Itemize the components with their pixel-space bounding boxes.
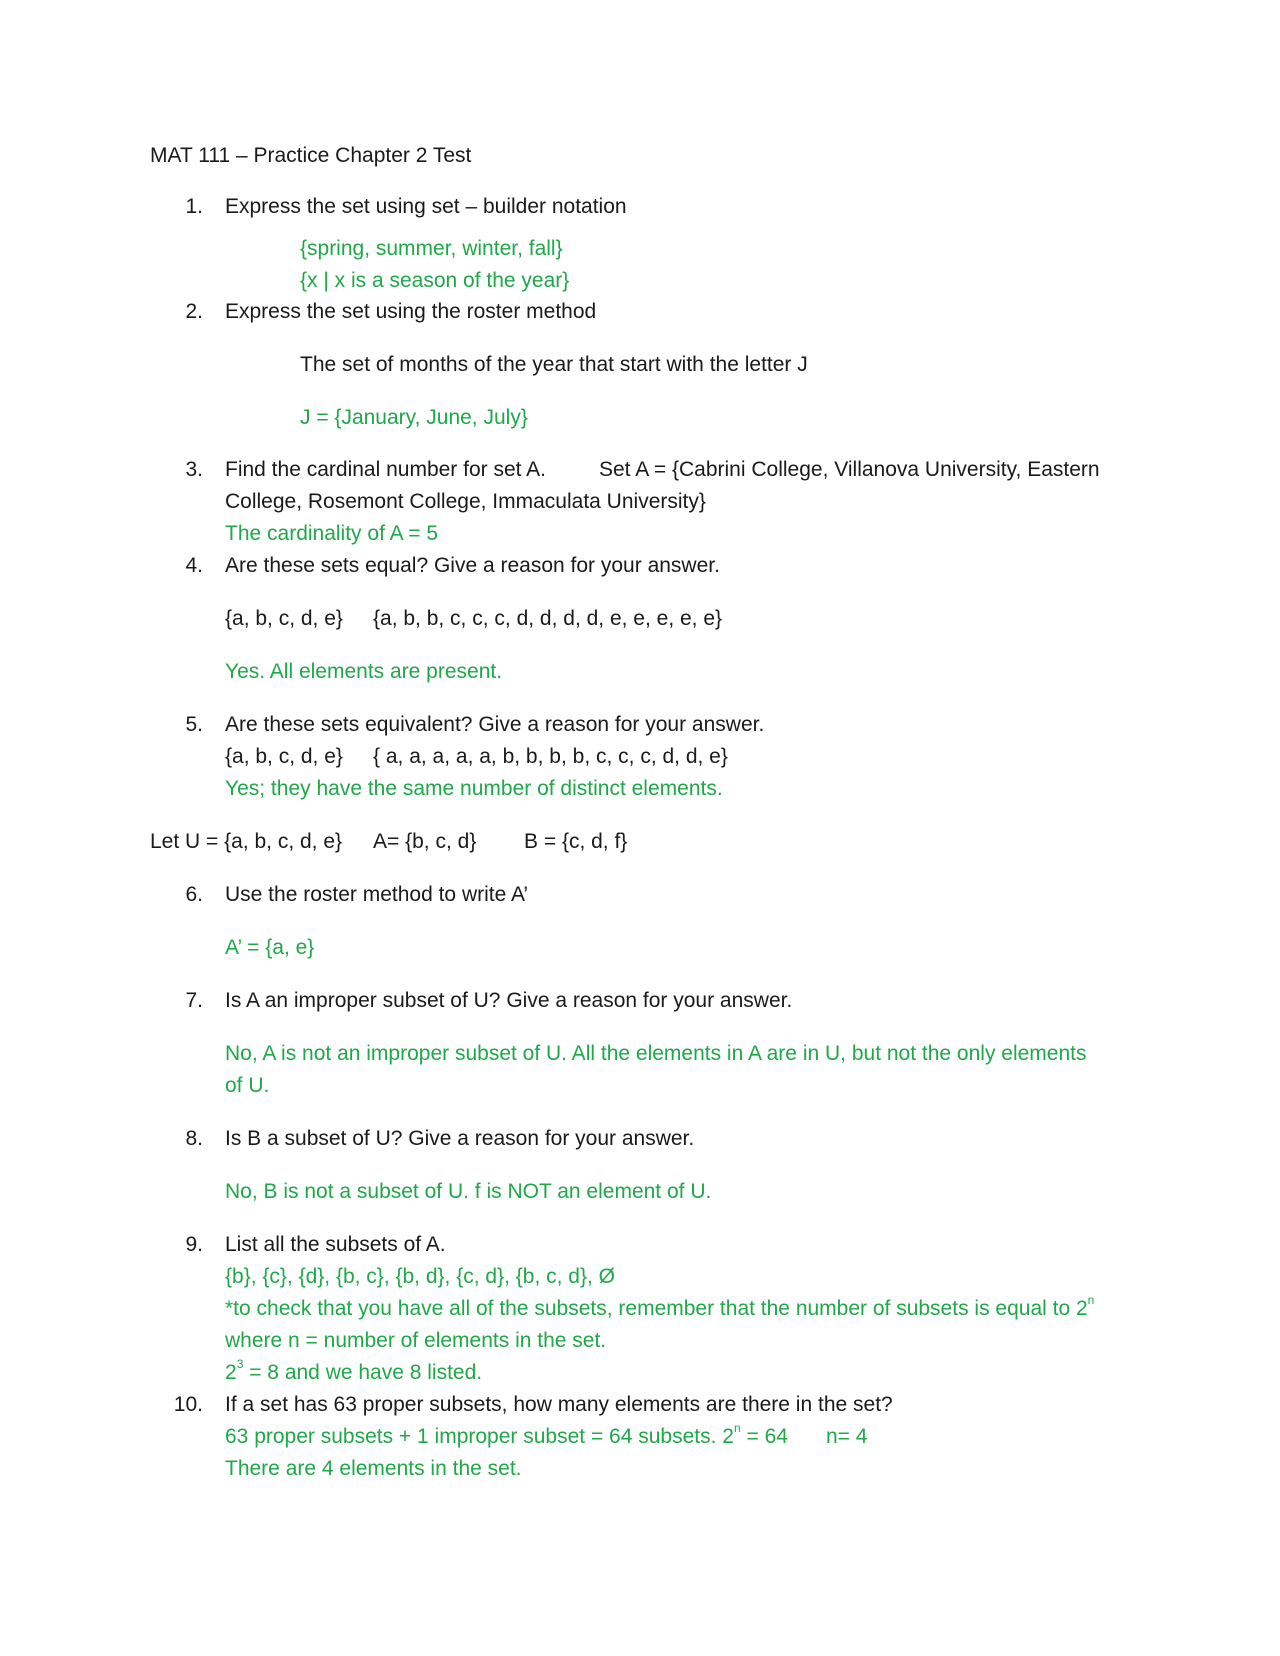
q3-set-line-2: College, Rosemont College, Immaculata University} — [225, 490, 706, 513]
q10-answer-n: n= 4 — [826, 1425, 868, 1448]
question-number: 5. — [185, 713, 203, 736]
set-b-definition: B = {c, d, f} — [524, 830, 628, 853]
q9-check-exponent: 3 — [236, 1357, 244, 1371]
q10-answer-part-1: 63 proper subsets + 1 improper subset = 64 subsets. 2 — [225, 1425, 734, 1448]
q3-set-line-1: Set A = {Cabrini College, Villanova University, Eastern — [599, 458, 1100, 481]
q3-answer: The cardinality of A = 5 — [225, 522, 439, 545]
question-number: 6. — [185, 883, 203, 906]
q9-prompt: List all the subsets of A. — [225, 1233, 446, 1256]
q10-answer-exponent: n — [733, 1421, 741, 1435]
q9-check-rest: = 8 and we have 8 listed. — [243, 1361, 483, 1384]
q1-answer: {x | x is a season of the year} — [300, 269, 570, 292]
q2-prompt: Express the set using the roster method — [225, 300, 597, 323]
q9-subsets-list: {b}, {c}, {d}, {b, c}, {b, d}, {c, d}, {b, c, d}, Ø — [225, 1265, 615, 1288]
page-title: MAT 111 – Practice Chapter 2 Test — [150, 144, 472, 167]
q5-prompt: Are these sets equivalent? Give a reason for your answer. — [225, 713, 765, 736]
q9-check-line — [225, 1358, 482, 1388]
q4-answer: Yes. All elements are present. — [225, 660, 503, 683]
q10-answer-line-1 — [225, 1422, 788, 1452]
q10-prompt: If a set has 63 proper subsets, how many elements are there in the set? — [225, 1393, 893, 1416]
q7-answer-line-1: No, A is not an improper subset of U. All the elements in A are in U, but not the only elements — [225, 1042, 1087, 1065]
q8-answer: No, B is not a subset of U. f is NOT an element of U. — [225, 1180, 712, 1203]
q5-answer: Yes; they have the same number of distinct elements. — [225, 777, 723, 800]
q8-prompt: Is B a subset of U? Give a reason for your answer. — [225, 1127, 695, 1150]
q6-answer: A’ = {a, e} — [225, 936, 315, 959]
question-number: 8. — [185, 1127, 203, 1150]
set-a-definition: A= {b, c, d} — [373, 830, 477, 853]
question-number: 9. — [185, 1233, 203, 1256]
q4-prompt: Are these sets equal? Give a reason for your answer. — [225, 554, 720, 577]
q4-set-1: {a, b, c, d, e} — [225, 607, 343, 630]
question-number: 4. — [185, 554, 203, 577]
q1-given-set: {spring, summer, winter, fall} — [300, 237, 563, 260]
q4-set-2: {a, b, b, c, c, c, d, d, d, d, e, e, e, e, e} — [373, 607, 723, 630]
q9-hint-line-2: where n = number of elements in the set. — [225, 1329, 607, 1352]
question-number: 10. — [173, 1393, 203, 1416]
q9-hint-text: *to check that you have all of the subsets, remember that the number of subsets is equal to 2 — [225, 1297, 1088, 1320]
q9-check-base: 2 — [225, 1361, 237, 1384]
question-number: 3. — [185, 458, 203, 481]
question-number: 2. — [185, 300, 203, 323]
question-number: 7. — [185, 989, 203, 1012]
q6-prompt: Use the roster method to write A’ — [225, 883, 529, 906]
q10-answer-part-2: = 64 — [740, 1425, 788, 1448]
q2-answer: J = {January, June, July} — [300, 406, 528, 429]
q1-prompt: Express the set using set – builder notation — [225, 195, 627, 218]
q5-set-2: { a, a, a, a, a, b, b, b, b, c, c, c, d, d, e} — [373, 745, 728, 768]
question-number: 1. — [185, 195, 203, 218]
q9-hint-exponent: n — [1087, 1293, 1095, 1307]
q2-given: The set of months of the year that start with the letter J — [300, 353, 808, 376]
q5-set-1: {a, b, c, d, e} — [225, 745, 343, 768]
q9-hint-line-1 — [225, 1294, 1094, 1324]
q3-prompt: Find the cardinal number for set A. — [225, 458, 546, 481]
q7-prompt: Is A an improper subset of U? Give a reason for your answer. — [225, 989, 793, 1012]
q7-answer-line-2: of U. — [225, 1074, 270, 1097]
q10-answer-line-2: There are 4 elements in the set. — [225, 1457, 522, 1480]
set-u-definition: Let U = {a, b, c, d, e} — [150, 830, 343, 853]
